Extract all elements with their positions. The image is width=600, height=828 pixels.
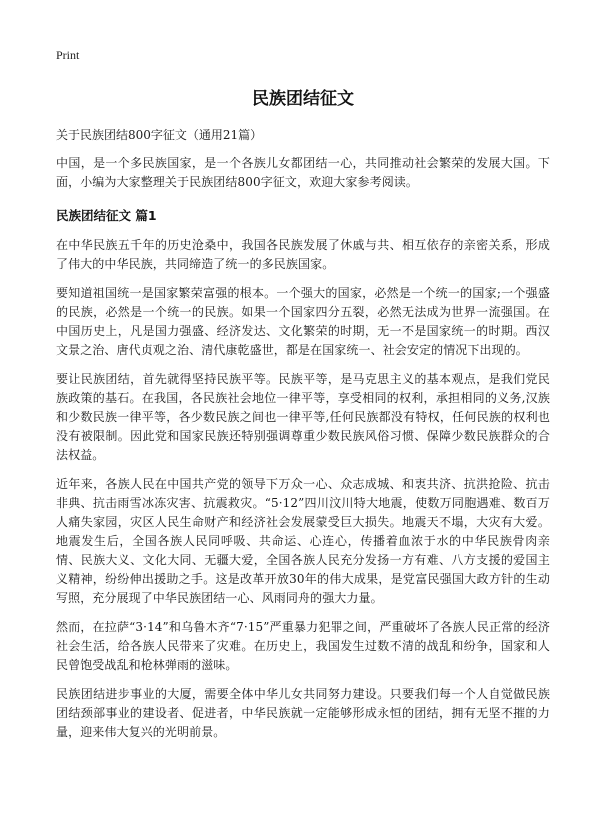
document-subtitle: 关于民族团结800字征文（通用21篇） xyxy=(56,128,263,142)
document-page xyxy=(56,44,550,752)
body-paragraph-5: 然而，在拉萨“3·14”和乌鲁木齐“7·15”严重暴力犯罪之间，严重破坏了各族人民正常的经济社会生活，给各族人民带来了灾难。在历史上，我国发生过数不清的战乱和纷争，国家和人民曾饱受战乱和枪林弹雨的滋味。 xyxy=(56,620,550,672)
body-paragraph-3: 要让民族团结，首先就得坚持民族平等。民族平等，是马克思主义的基本观点，是我们党民族政策的基石。在我国，各民族社会地位一律平等，享受相同的权利，承担相同的义务,汉族和少数民族一律平等，各少数民族之间也一律平等,任何民族都没有特权，任何民族的权利也没有被限制。因此党和国家民族还特别强调尊重少数民族风俗习惯、保障少数民族群众的合法权益。 xyxy=(56,372,550,462)
print-link[interactable]: Print xyxy=(56,48,80,62)
intro-paragraph: 中国，是一个多民族国家，是一个各族儿女都团结一心，共同推动社会繁荣的发展大国。下面，小编为大家整理关于民族团结800字征文，欢迎大家参考阅读。 xyxy=(56,156,550,189)
body-paragraph-2: 要知道祖国统一是国家繁荣富强的根本。一个强大的国家，必然是一个统一的国家;一个强盛的民族，必然是一个统一的民族。如果一个国家四分五裂，必然无法成为世界一流强国。在中国历史上，凡是国力强盛、经济发达、文化繁荣的时期，无一不是国家统一的时期。西汉文景之治、唐代贞观之治、清代康乾盛世，都是在国家统一、社会安定的情况下出现的。 xyxy=(56,286,550,357)
body-paragraph-4: 近年来，各族人民在中国共产党的领导下万众一心、众志成城、和衷共济、抗洪抢险、抗击非典、抗击雨雪冰冻灾害、抗震救灾。“5·12”四川汶川特大地震，使数万同胞遇难、数百万人痛失家园，灾区人民生命财产和经济社会发展蒙受巨大损失。地震天不塌，大灾有大爱。地震发生后，全国各族人民同呼吸、共命运、心连心，传播着血浓于水的中华民族骨肉亲情、民族大义、文化大同、无疆大爱，全国各族人民充分发扬一方有难、八方支援的爱国主义精神，纷纷伸出援助之手。这是改革开放30年的伟大成果，是党富民强国大政方针的生动写照，充分展现了中华民族团结一心、风雨同舟的强大力量。 xyxy=(56,477,550,605)
section-heading: 民族团结征文 篇1 xyxy=(56,208,157,223)
page-title: 民族团结征文 xyxy=(252,89,354,109)
body-paragraph-6: 民族团结进步事业的大厦，需要全体中华儿女共同努力建设。只要我们每一个人自觉做民族团结颈部事业的建设者、促进者，中华民族就一定能够形成永恒的团结，拥有无坚不摧的力量，迎来伟大复兴的光明前景。 xyxy=(56,687,550,739)
body-paragraph-1: 在中华民族五千年的历史沧桑中，我国各民族发展了休戚与共、相互依存的亲密关系，形成了伟大的中华民族，共同缔造了统一的多民族国家。 xyxy=(56,238,550,271)
